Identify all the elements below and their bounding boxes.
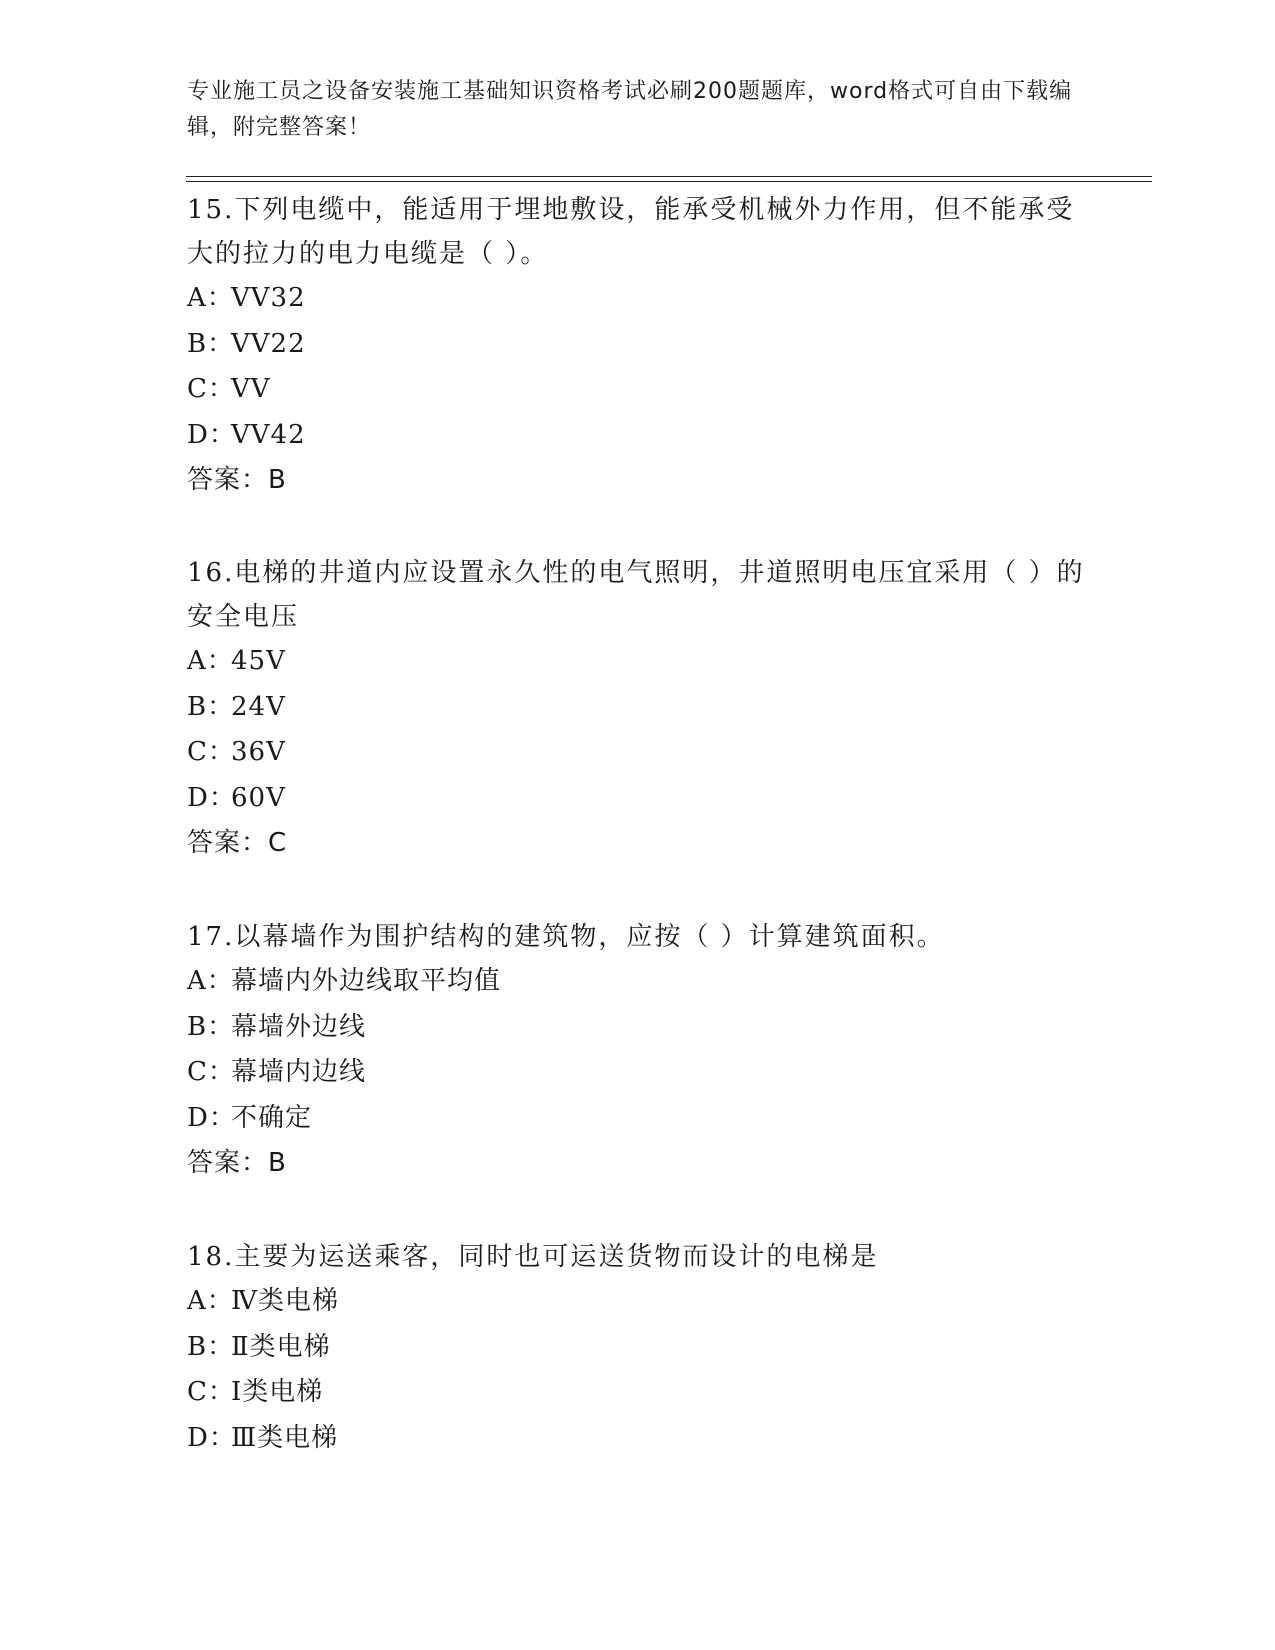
option-text: 不确定 — [231, 1102, 313, 1133]
option-text: VV — [231, 374, 271, 404]
option-text: 幕墙内边线 — [231, 1057, 367, 1087]
option-key: D： — [187, 419, 236, 450]
option-text: Ⅲ类电梯 — [231, 1422, 339, 1453]
option-text: 60V — [231, 782, 286, 813]
option-d — [187, 776, 1087, 822]
option-key: C： — [187, 1377, 235, 1407]
question-stem: 15.下列电缆中，能适用于埋地敷设，能承受机械外力作用，但不能承受大的拉力的电力电缆是（ ）。 — [187, 195, 1075, 269]
document-header: 专业施工员之设备安装施工基础知识资格考试必刷200题题库，word格式可自由下载编辑，附完整答案！ — [187, 79, 1073, 140]
option-a — [187, 1279, 1087, 1325]
option-text: Ⅱ类电梯 — [231, 1331, 331, 1362]
option-a — [187, 959, 1087, 1005]
option-key: B： — [187, 328, 235, 359]
option-text: Ⅳ类电梯 — [231, 1286, 339, 1316]
option-text: 36V — [231, 737, 286, 767]
option-text: VV22 — [231, 328, 306, 359]
option-b — [187, 1005, 1087, 1051]
option-key: B： — [187, 1331, 235, 1362]
option-key: C： — [187, 374, 235, 404]
option-b — [187, 1325, 1087, 1371]
header-divider-top — [186, 176, 1152, 177]
option-key: A： — [187, 646, 234, 676]
option-d — [187, 413, 1087, 459]
option-key: A： — [187, 283, 234, 313]
question-stem: 17.以幕墙作为围护结构的建筑物，应按（ ）计算建筑面积。 — [187, 922, 945, 952]
option-key: D： — [187, 1422, 236, 1453]
option-b — [187, 685, 1087, 731]
question-18 — [187, 1235, 1087, 1461]
option-d — [187, 1096, 1087, 1142]
question-15 — [187, 188, 1087, 502]
option-text: 45V — [231, 646, 286, 676]
option-text: 幕墙内外边线取平均值 — [231, 966, 502, 996]
option-c — [187, 367, 1087, 413]
question-16 — [187, 551, 1087, 865]
option-text: Ⅰ类电梯 — [231, 1377, 324, 1407]
option-text: 幕墙外边线 — [231, 1011, 367, 1042]
option-d — [187, 1416, 1087, 1462]
answer: 答案：C — [187, 828, 288, 858]
option-c — [187, 1370, 1087, 1416]
option-a — [187, 276, 1087, 322]
question-stem: 16.电梯的井道内应设置永久性的电气照明，井道照明电压宜采用（ ）的安全电压 — [187, 558, 1085, 632]
option-c — [187, 1050, 1087, 1096]
answer: 答案：B — [187, 1148, 287, 1178]
answer: 答案：B — [187, 465, 287, 495]
option-key: B： — [187, 1011, 235, 1042]
option-key: D： — [187, 1102, 236, 1133]
option-key: A： — [187, 1286, 234, 1316]
option-key: A： — [187, 966, 234, 996]
header-divider-bottom — [186, 181, 1152, 182]
question-stem: 18.主要为运送乘客，同时也可运送货物而设计的电梯是 — [187, 1242, 879, 1272]
option-text: 24V — [231, 691, 286, 722]
option-b — [187, 322, 1087, 368]
option-text: VV32 — [231, 283, 306, 313]
question-17 — [187, 915, 1087, 1185]
option-c — [187, 730, 1087, 776]
option-text: VV42 — [231, 419, 306, 450]
option-key: C： — [187, 1057, 235, 1087]
option-key: D： — [187, 782, 236, 813]
option-a — [187, 639, 1087, 685]
option-key: B： — [187, 691, 235, 722]
option-key: C： — [187, 737, 235, 767]
